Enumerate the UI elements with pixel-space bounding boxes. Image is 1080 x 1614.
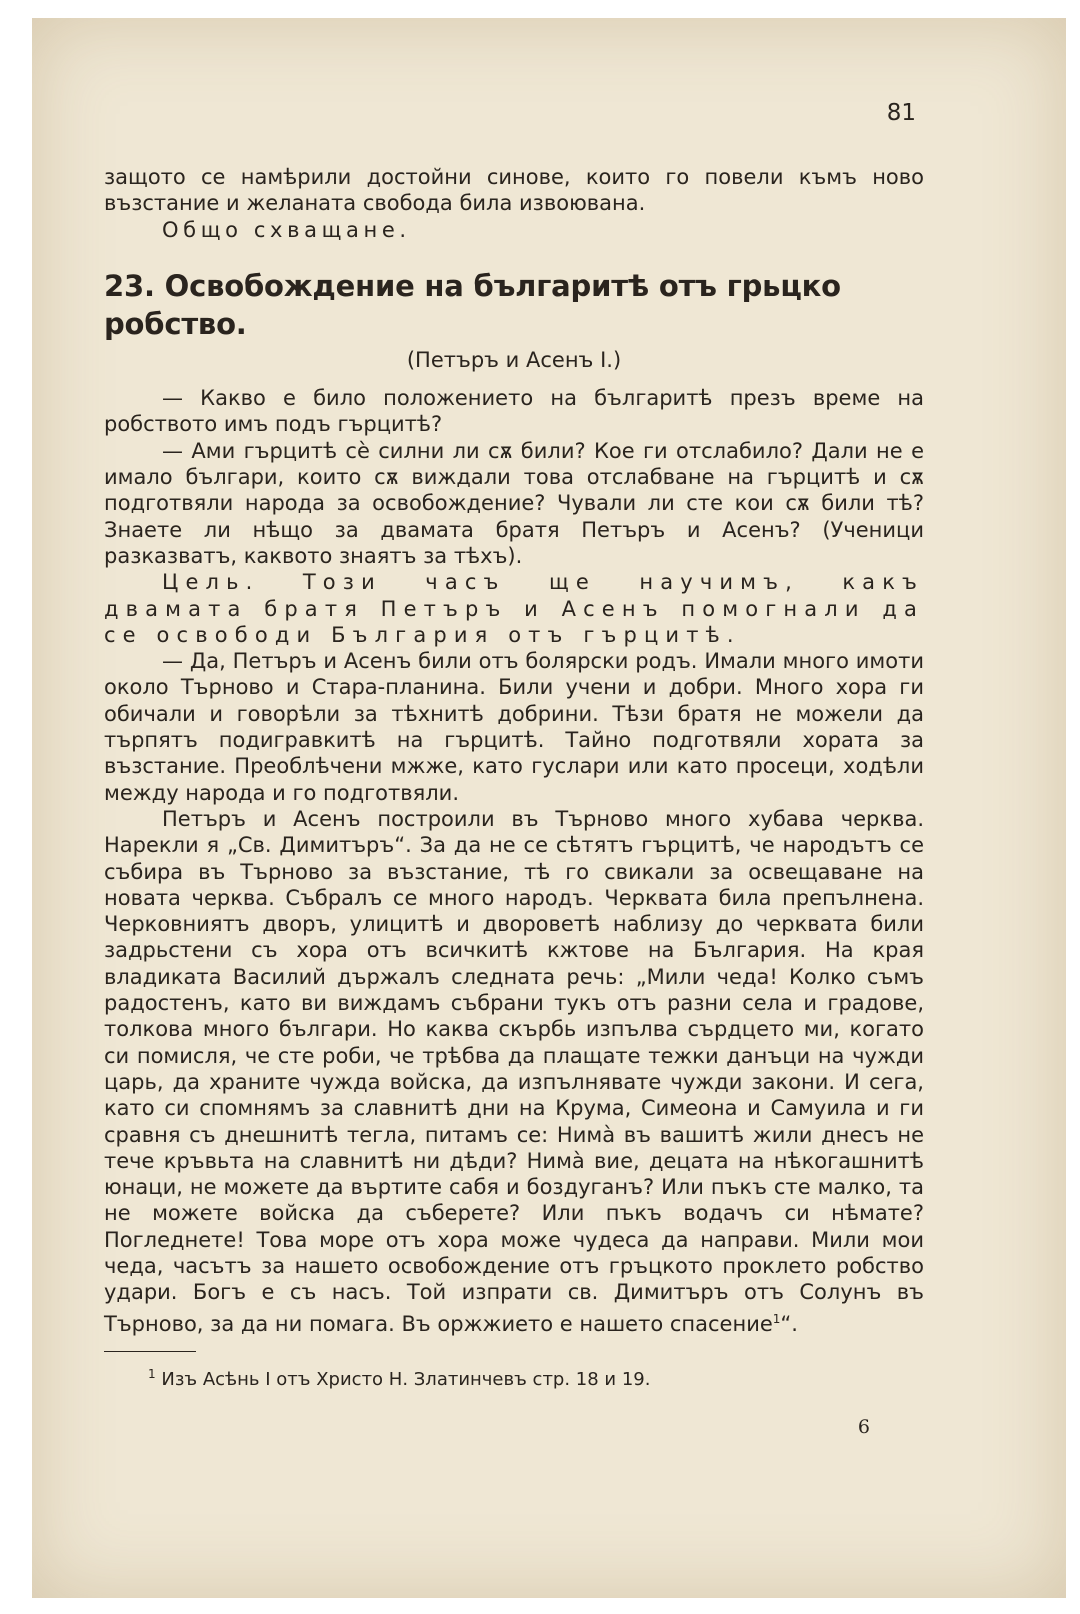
footnote <box>148 1362 924 1392</box>
paragraph-question-2: — Ами гърцитѣ сѐ силни ли сѫ били? Кое ги отслабило? Дали не е имало българи, които сѫ виждали това отслабване на гърцитѣ и сѫ подготвяли народа за освобождение? Чували ли сте кои сѫ били тѣ? Знаете ли нѣщо за двамата братя Петъръ и Асенъ? (Ученици разказватъ, каквото знаятъ за тѣхъ). <box>104 438 924 568</box>
paragraph-narrative-2-text: Петъръ и Асенъ построили въ Търново много хубава черква. Нарекли я „Св. Димитъръ“. За да не се сѣтятъ гърцитѣ, че народътъ се събира въ Търново за възстание, тѣ го свикали за освещаване на новата черква. Събралъ се много народъ. Черквата била препълнена. Черковниятъ дворъ, улицитѣ и дворовeтѣ наблизу до черквата били задрьстени съ хора отъ всичкитѣ кжтове на България. На края владиката Василий държалъ следната речь: „Мили чеда! Колко съмъ радостенъ, като ви виждамъ събрани тукъ отъ разни села и градове, толкова много българи. Но каква скърбь изпълва сърдцето ми, когато си помисля, че сте роби, че трѣбва да плащате тежки данъци на чужди царь, да храните чужда войска, да изпълнявате чужди закони. И сега, като си спомнямъ за славнитѣ дни на Крума, Симеона и Самуила и ги сравня съ днешнитѣ тегла, питамъ се: Нимà въ вашитѣ жили днесъ не тече кръвьта на славнитѣ ни дѣди? Нимà вие, децата на нѣкогашнитѣ юнаци, не можете да въртите сабя и боздуганъ? Или пъкъ сте малко, та не можете войска да съберете? Или пъкъ водачъ си нѣмате? Погледнете! Това море отъ хора може чудеса да направи. Мили мои чеда, часътъ за нашето освобождение отъ гръцкото проклето робство удари. Богъ е съ насъ. Той изпрати св. Димитъръ отъ Солунъ въ Търново, за да ни помага. Въ оржжието е нашето спасение <box>104 806 924 1336</box>
footnote-number: 1 <box>148 1366 156 1381</box>
paragraph-narrative-1: — Да, Петъръ и Асенъ били отъ болярски родъ. Имали много имоти около Търново и Стара-планина. Били учени и добри. Много хора ги обичали и говорѣли за тѣхнитѣ добрини. Тѣзи братя не можели да търпятъ подигравкитѣ на гърцитѣ. Тайно подготвяли хората за възстание. Преоблѣчени мжже, като гуслари или като просеци, ходѣли между народа и го подготвяли. <box>104 649 924 805</box>
signature-mark: 6 <box>857 1416 870 1438</box>
footnote-reference: 1 <box>772 1311 781 1326</box>
section-heading: 23. Освобождение на българитѣ отъ грьцко робство. <box>104 268 841 341</box>
footnote-text: Изъ Асѣнь I отъ Христо Н. Златинчевъ стр. 18 и 19. <box>161 1368 651 1390</box>
paragraph-question-1: — Какво е било положението на българитѣ презъ време на робството имъ подъ гърцитѣ? <box>104 386 924 437</box>
paragraph-narrative-2 <box>104 806 924 1337</box>
paragraph-narrative-2-end: “. <box>780 1311 798 1336</box>
scanned-page <box>32 18 1066 1598</box>
goal-paragraph: Цель. Този часъ ще научимъ, какъ двамата братя Петъръ и Асенъ помогнали да се освободи България отъ гърцитѣ. <box>104 570 924 647</box>
intro-label: Общо схващане. <box>162 217 411 242</box>
page-content <box>104 164 924 1392</box>
section-subtitle: (Петъръ и Асенъ I.) <box>406 347 622 372</box>
footnote-divider <box>104 1351 196 1352</box>
intro-paragraph: защото се намѣрили достойни синове, които го повели къмъ ново възстание и желаната свобода била извоювана. <box>104 165 924 216</box>
page-number: 81 <box>886 100 916 126</box>
